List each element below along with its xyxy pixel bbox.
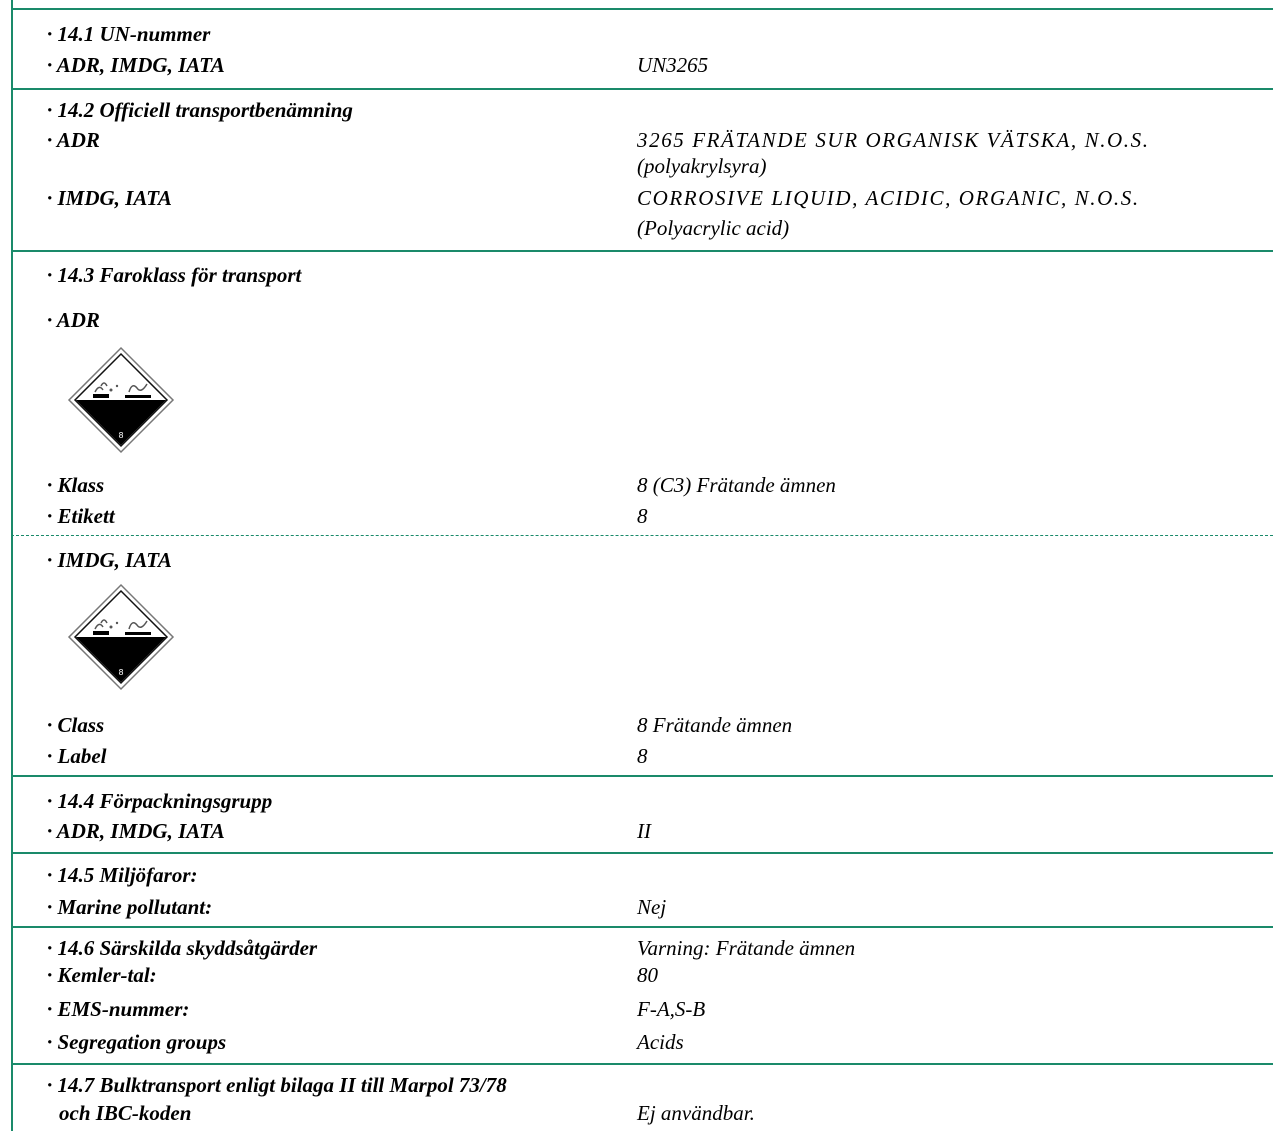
corrosive-hazard-icon (67, 583, 175, 691)
section-divider (11, 1063, 1273, 1065)
field-value: UN3265 (637, 53, 709, 77)
class-label: · Class (47, 713, 105, 737)
imdg-label: · IMDG, IATA (47, 186, 172, 210)
section-divider (11, 8, 1273, 10)
section-divider (11, 250, 1273, 252)
adr-value: 3265 FRÄTANDE SUR ORGANISK VÄTSKA, N.O.S. (637, 128, 1150, 152)
imdg-value: CORROSIVE LIQUID, ACIDIC, ORGANIC, N.O.S. (637, 186, 1140, 210)
label-value: 8 (637, 744, 648, 768)
field-label: · Marine pollutant: (47, 895, 213, 919)
section-title: · 14.6 Särskilda skyddsåtgärder (47, 936, 318, 960)
imdg-heading: · IMDG, IATA (47, 548, 172, 572)
adr-label: · ADR (47, 128, 100, 152)
imdg-value-sub: (Polyacrylic acid) (637, 216, 790, 240)
section-title: · 14.7 Bulktransport enligt bilaga II till Marpol 73/78 (47, 1073, 507, 1097)
field-label: · ADR, IMDG, IATA (47, 53, 225, 77)
class-value: 8 Frätande ämnen (637, 713, 793, 737)
section-title: · 14.3 Faroklass för transport (47, 263, 302, 287)
field-label: · ADR, IMDG, IATA (47, 819, 225, 843)
ems-value: F-A,S-B (637, 997, 706, 1021)
adr-heading: · ADR (47, 308, 100, 332)
adr-value-sub: (polyakrylsyra) (637, 154, 767, 178)
kemler-label: · Kemler-tal: (47, 963, 157, 987)
section-title: · 14.5 Miljöfaror: (47, 863, 198, 887)
section-divider (11, 852, 1273, 854)
section-title: · 14.4 Förpackningsgrupp (47, 789, 273, 813)
etikett-label: · Etikett (47, 504, 115, 528)
section-divider (11, 88, 1273, 90)
kemler-value: 80 (637, 963, 658, 987)
section-title: · 14.2 Officiell transportbenämning (47, 98, 353, 122)
section-divider (11, 775, 1273, 777)
corrosive-hazard-icon (67, 346, 175, 454)
klass-value: 8 (C3) Frätande ämnen (637, 473, 836, 497)
field-value: II (637, 819, 651, 843)
section-divider (11, 926, 1273, 928)
subsection-divider (11, 535, 1273, 536)
field-value: Ej användbar. (637, 1101, 755, 1125)
section-title: · 14.1 UN-nummer (47, 22, 211, 46)
section-title-cont: och IBC-koden (59, 1101, 192, 1125)
etikett-value: 8 (637, 504, 648, 528)
field-value: Varning: Frätande ämnen (637, 936, 856, 960)
label-label: · Label (47, 744, 107, 768)
segregation-value: Acids (637, 1030, 684, 1054)
klass-label: · Klass (47, 473, 105, 497)
field-value: Nej (637, 895, 667, 919)
placard-number: 8 (118, 668, 124, 677)
ems-label: · EMS-nummer: (47, 997, 190, 1021)
placard-number: 8 (118, 431, 124, 440)
segregation-label: · Segregation groups (47, 1030, 227, 1054)
